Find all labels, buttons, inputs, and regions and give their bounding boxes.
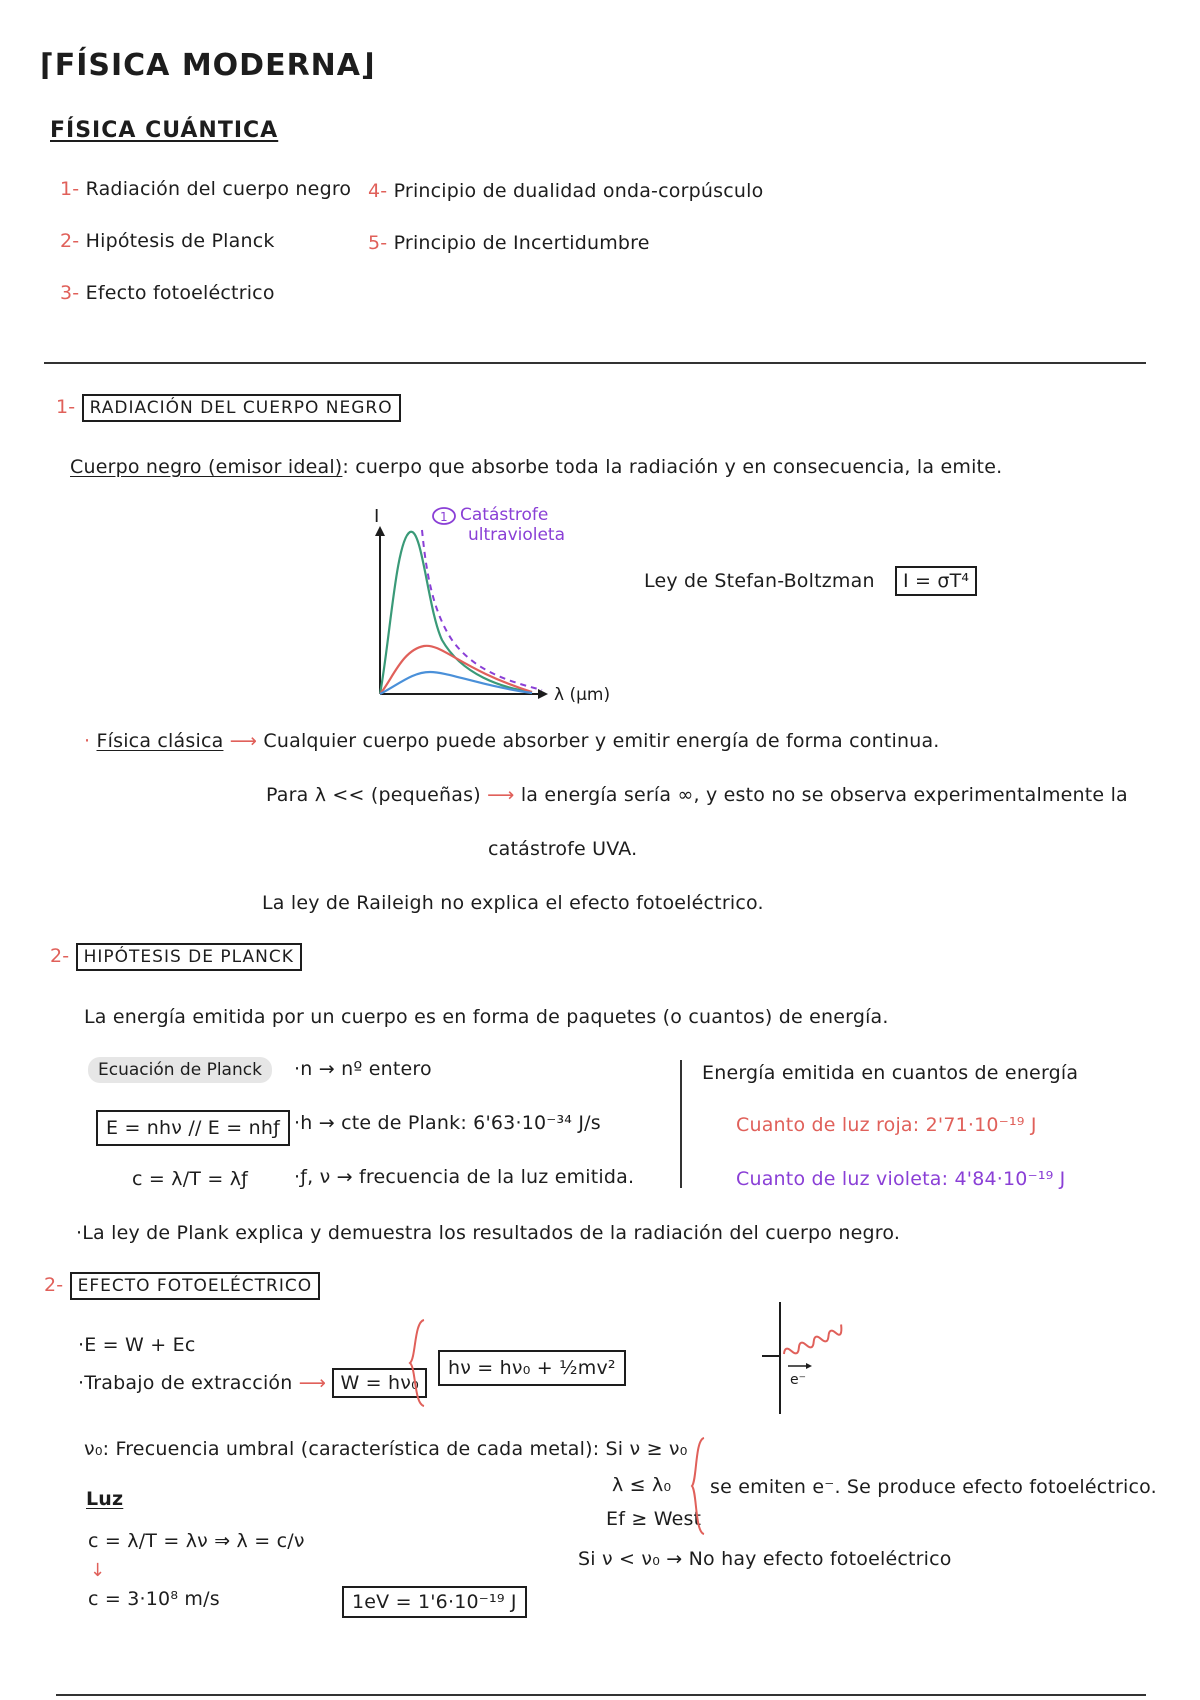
blackbody-definition: Cuerpo negro (emisor ideal): cuerpo que absorbe toda la radiación y en consecuencia, la emite. (70, 456, 1003, 478)
blackbody-graph (362, 500, 622, 710)
ev-conversion: 1eV = 1'6·10⁻¹⁹ J (342, 1586, 527, 1618)
page-title: ⌈FÍSICA MODERNA⌋ (40, 48, 376, 83)
photoelectric-main-equation: hν = hν₀ + ½mv² (438, 1350, 626, 1386)
toc-item-3: 3- Efecto fotoeléctrico (60, 282, 275, 304)
section1-header: 1- RADIACIÓN DEL CUERPO NEGRO (56, 396, 401, 418)
title-bracket-close: ⌋ (361, 48, 376, 83)
threshold-frequency-line: ν₀: Frecuencia umbral (característica de cada metal): Si ν ≥ ν₀ (84, 1438, 688, 1460)
section3-header: 2- EFECTO FOTOELÉCTRICO (44, 1274, 320, 1296)
section1-heading: RADIACIÓN DEL CUERPO NEGRO (82, 394, 401, 422)
electron-label: e⁻ (790, 1372, 807, 1388)
arrow-icon: ⟶ (298, 1372, 327, 1394)
uv-catastrophe-line: catástrofe UVA. (488, 838, 638, 860)
h-definition: ·h → cte de Plank: 6'63·10⁻³⁴ J/s (294, 1112, 601, 1134)
red-quantum: Cuanto de luz roja: 2'71·10⁻¹⁹ J (736, 1114, 1037, 1136)
page-subtitle: FÍSICA CUÁNTICA (50, 118, 279, 143)
arrow-icon: ⟶ (229, 730, 258, 752)
classic-physics-line: · Física clásica ⟶ Cualquier cuerpo puede absorber y emitir energía de forma continua. (84, 730, 940, 752)
photon-wave (782, 1324, 845, 1357)
toc-item-2: 2- Hipótesis de Planck (60, 230, 275, 252)
x-axis-arrow (538, 689, 548, 699)
section2-heading: HIPÓTESIS DE PLANCK (76, 943, 302, 971)
curve-green (380, 532, 532, 694)
toc-item-5: 5- Principio de Incertidumbre (368, 232, 650, 254)
curve-uv-dashed (422, 530, 542, 690)
section2-divider (680, 1060, 682, 1188)
planck-equation-label: Ecuación de Planck (88, 1060, 272, 1080)
wave-speed-formula: c = λ/T = λƒ (132, 1168, 249, 1190)
down-arrow-icon: ↓ (90, 1560, 106, 1581)
energy-equation: ·E = W + Ec (78, 1334, 196, 1356)
photoelectric-diagram (758, 1298, 878, 1418)
divider-bottom (56, 1694, 1146, 1696)
f-definition: ·ƒ, ν → frecuencia de la luz emitida. (294, 1166, 635, 1188)
stefan-boltzman-law: Ley de Stefan-Boltzman I = σT⁴ (644, 570, 977, 592)
divider-top (44, 362, 1146, 364)
n-definition: ·n → nº entero (294, 1058, 432, 1080)
speed-of-light: c = 3·10⁸ m/s (88, 1588, 220, 1610)
toc-item-4: 4- Principio de dualidad onda-corpúsculo (368, 180, 764, 202)
planck-intro: La energía emitida por un cuerpo es en forma de paquetes (o cuantos) de energía. (84, 1006, 889, 1028)
x-axis-label: λ (μm) (554, 685, 611, 705)
work-box: W = hν₀ (332, 1368, 426, 1398)
emission-result: se emiten e⁻. Se produce efecto fotoeléctrico. (710, 1476, 1157, 1498)
annotation-line1: Catástrofe (460, 505, 549, 525)
planck-conclusion: ·La ley de Plank explica y demuestra los resultados de la radiación del cuerpo negro. (76, 1222, 901, 1244)
y-axis-arrow (375, 526, 385, 536)
light-formula: c = λ/T = λν ⇒ λ = c/ν (88, 1530, 305, 1552)
toc-item-1: 1- Radiación del cuerpo negro (60, 178, 352, 200)
stefan-formula-box: I = σT⁴ (895, 566, 977, 596)
arrow-icon: ⟶ (487, 784, 515, 806)
rayleigh-line: La ley de Raileigh no explica el efecto fotoeléctrico. (262, 892, 764, 914)
quanta-title: Energía emitida en cuantos de energía (702, 1062, 1079, 1084)
section3-heading: EFECTO FOTOELÉCTRICO (70, 1272, 321, 1300)
section2-header: 2- HIPÓTESIS DE PLANCK (50, 945, 302, 967)
brace-icon (408, 1318, 428, 1408)
title-bracket-open: ⌈ (40, 48, 55, 83)
annotation-line2: ultravioleta (468, 525, 566, 545)
work-function-line: ·Trabajo de extracción ⟶ W = hν₀ (78, 1372, 427, 1394)
violet-quantum: Cuanto de luz violeta: 4'84·10⁻¹⁹ J (736, 1168, 1066, 1190)
lambda-condition: λ ≤ λ₀ (612, 1474, 672, 1496)
planck-equation-box: E = nhν // E = nhƒ (96, 1110, 290, 1146)
brace-icon (690, 1436, 708, 1536)
energy-condition: Ef ≥ West (606, 1508, 702, 1530)
small-lambda-line: Para λ << (pequeñas) ⟶ la energía sería ∞, y esto no se observa experimentalmente la (266, 784, 1128, 806)
y-axis-label: I (374, 506, 380, 527)
no-effect-line: Si ν < ν₀ → No hay efecto fotoeléctrico (578, 1548, 952, 1570)
light-heading: Luz (86, 1488, 124, 1510)
annotation-number: 1 (440, 510, 448, 524)
